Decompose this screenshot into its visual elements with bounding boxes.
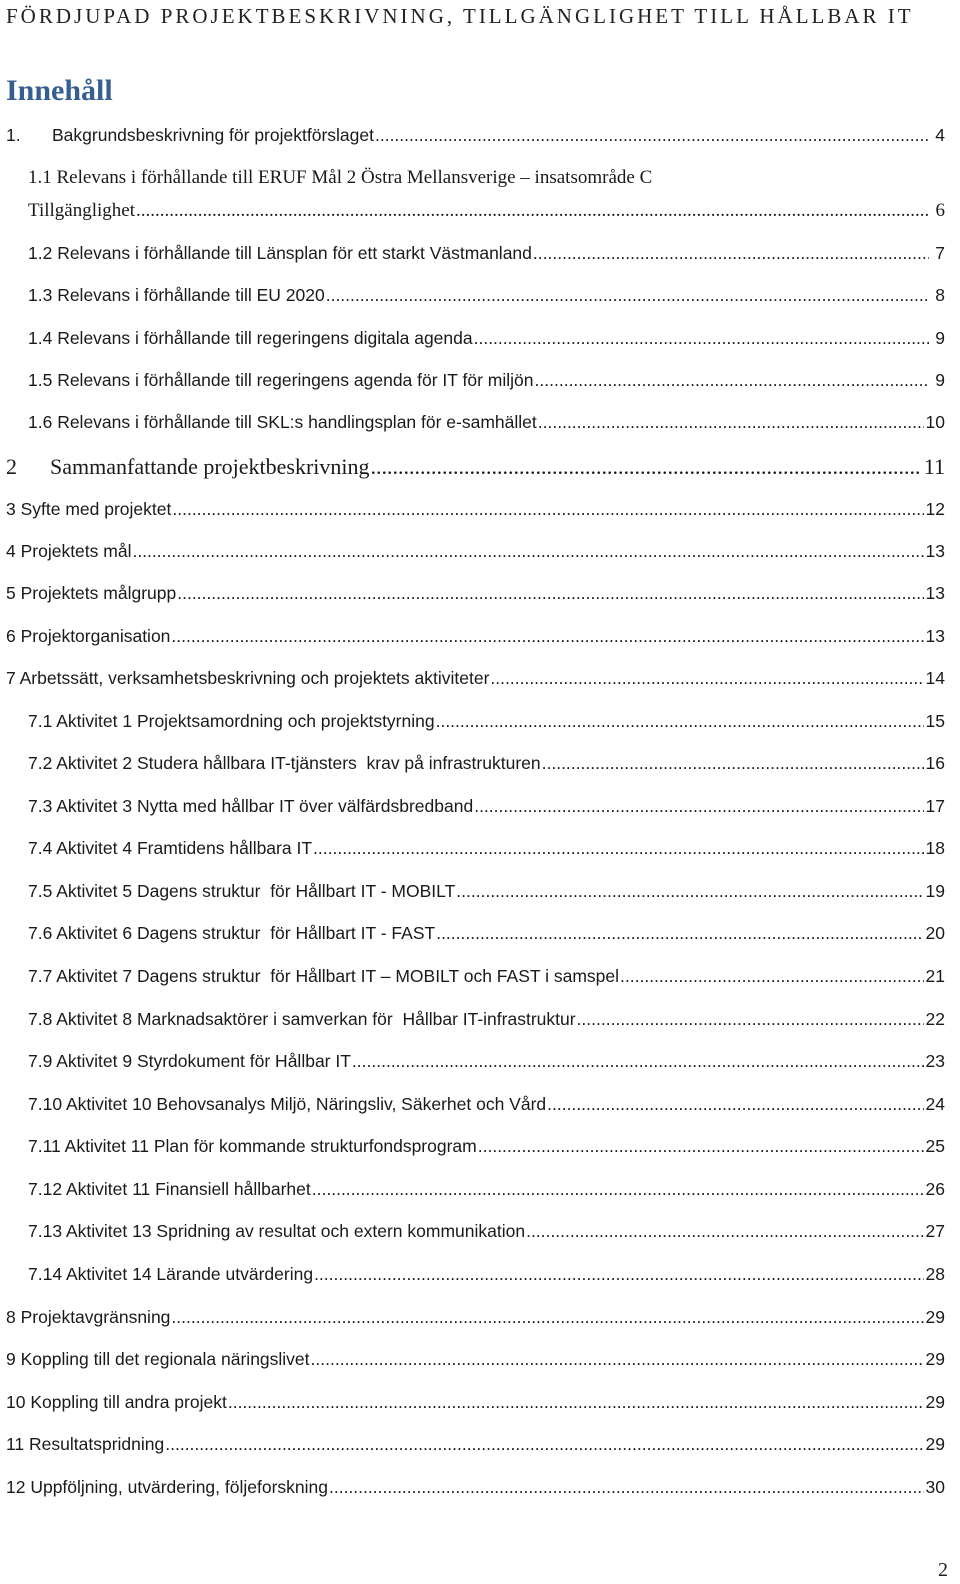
dot-leader: [535, 369, 929, 391]
toc-entry-8[interactable]: [6, 1294, 945, 1328]
dot-leader: [311, 1348, 924, 1370]
toc-entry-title: Bakgrundsbeskrivning för projektförslaget: [52, 125, 374, 145]
dot-leader: [542, 752, 924, 774]
dot-leader: [165, 1433, 923, 1455]
toc-line: [0, 272, 960, 306]
dot-leader: [228, 1391, 924, 1413]
toc-entry-page: 23: [925, 1051, 945, 1071]
toc-line: [0, 953, 960, 987]
toc-entry-2[interactable]: [6, 444, 945, 478]
toc-entry-title: 7.10 Aktivitet 10 Behovsanalys Miljö, Näringsliv, Säkerhet och Vård: [28, 1094, 547, 1114]
toc-entry-title: 6 Projektorganisation: [6, 626, 171, 646]
toc-entry-title: 1.1 Relevans i förhållande till ERUF Mål 2 Östra Mellansverige – insatsområde C: [28, 167, 653, 188]
toc-entry-7[interactable]: [6, 655, 945, 689]
toc-entry-page: 29: [925, 1434, 945, 1454]
toc-entry-7-5[interactable]: [28, 868, 945, 902]
toc-line: [0, 1294, 960, 1328]
toc-line: [0, 1379, 960, 1413]
toc-entry-title: 7 Arbetssätt, verksamhetsbeskrivning och projektets aktiviteter: [6, 668, 490, 688]
toc-line: [0, 655, 960, 689]
toc-entry-page: 14: [925, 668, 945, 688]
toc-line: [0, 188, 960, 222]
toc-entry-page: 20: [925, 923, 945, 943]
dot-leader: [474, 327, 929, 349]
toc-entry-page: 17: [925, 796, 945, 816]
toc-line: [0, 1464, 960, 1498]
dot-leader: [474, 795, 923, 817]
toc-entry-7-12[interactable]: [28, 1166, 945, 1200]
dot-leader: [313, 837, 924, 859]
toc-entry-page: 22: [925, 1009, 945, 1029]
toc-entry-page: 26: [925, 1179, 945, 1199]
dot-leader: [478, 1135, 924, 1157]
toc-line: [0, 740, 960, 774]
toc-entry-title: 7.11 Aktivitet 11 Plan för kommande strukturfondsprogram: [28, 1136, 477, 1156]
toc-entry-page: 29: [925, 1392, 945, 1412]
toc-entry-title: 7.8 Aktivitet 8 Marknadsaktörer i samverkan för Hållbar IT-infrastruktur: [28, 1009, 576, 1029]
toc-entry-title: 7.6 Aktivitet 6 Dagens struktur för Hållbart IT - FAST: [28, 923, 436, 943]
toc-entry-page: 29: [925, 1307, 945, 1327]
dot-leader: [352, 1050, 924, 1072]
toc-entry-page: 25: [925, 1136, 945, 1156]
toc-entry-page: 9: [935, 328, 945, 348]
toc-line: [0, 613, 960, 647]
toc-title: Innehåll: [6, 74, 113, 107]
toc-entry-number: 1.: [6, 125, 21, 145]
toc-entry-page: 28: [925, 1264, 945, 1284]
toc-line: [0, 444, 960, 478]
dot-leader: [329, 1476, 924, 1498]
dot-leader: [171, 625, 923, 647]
toc-entry-title: 10 Koppling till andra projekt: [6, 1392, 227, 1412]
toc-entry-title: 11 Resultatspridning: [6, 1434, 165, 1454]
toc-entry-page: 4: [935, 125, 945, 145]
toc-entry-1-5[interactable]: [28, 357, 945, 391]
toc-line: [0, 1421, 960, 1455]
toc-entry-7-11[interactable]: [28, 1123, 945, 1157]
toc-entry-title: 3 Syfte med projektet: [6, 499, 172, 519]
toc-entry-page: 16: [925, 753, 945, 773]
toc-entry-1-1-continued[interactable]: [28, 188, 945, 222]
dot-leader: [132, 540, 923, 562]
toc-entry-page: 24: [925, 1094, 945, 1114]
toc-line: [0, 996, 960, 1030]
toc-entry-1-1[interactable]: [28, 155, 652, 189]
toc-line: [0, 1251, 960, 1285]
toc-entry-page: 6: [935, 200, 945, 221]
toc-entry-title: 5 Projektets målgrupp: [6, 583, 177, 603]
toc-entry-page: 13: [925, 541, 945, 561]
toc-line: [0, 825, 960, 859]
toc-entry-title: 7.14 Aktivitet 14 Lärande utvärdering: [28, 1264, 314, 1284]
dot-leader: [136, 200, 929, 222]
toc-entry-title: 1.2 Relevans i förhållande till Länsplan för ett starkt Västmanland: [28, 243, 532, 263]
toc-entry-title: 1.4 Relevans i förhållande till regeringens digitala agenda: [28, 328, 473, 348]
dot-leader: [577, 1008, 924, 1030]
toc-entry-page: 15: [925, 711, 945, 731]
toc-entry-11[interactable]: [6, 1421, 945, 1455]
toc-entry-title: 12 Uppföljning, utvärdering, följeforskning: [6, 1477, 328, 1497]
toc-entry-title: Sammanfattande projektbeskrivning: [50, 454, 370, 479]
toc-entry-title: 4 Projektets mål: [6, 541, 132, 561]
toc-line: [0, 155, 960, 189]
toc-entry-title: 7.4 Aktivitet 4 Framtidens hållbara IT: [28, 838, 313, 858]
toc-entry-page: 13: [925, 626, 945, 646]
dot-leader: [375, 124, 929, 146]
toc-entry-title: 7.1 Aktivitet 1 Projektsamordning och projektstyrning: [28, 711, 435, 731]
toc-entry-1[interactable]: [6, 112, 945, 146]
toc-entry-7-3[interactable]: [28, 783, 945, 817]
toc-entry-title: 1.6 Relevans i förhållande till SKL:s handlingsplan för e-samhället: [28, 412, 537, 432]
toc-entry-7-8[interactable]: [28, 996, 945, 1030]
toc-line: [0, 1038, 960, 1072]
running-header: FÖRDJUPAD PROJEKTBESKRIVNING, TILLGÄNGLIGHET TILL HÅLLBAR IT: [6, 4, 914, 28]
toc-entry-3[interactable]: [6, 486, 945, 520]
toc-entry-7-2[interactable]: [28, 740, 945, 774]
toc-entry-title: Tillgänglighet: [28, 200, 135, 221]
dot-leader: [456, 880, 923, 902]
toc-entry-7-4[interactable]: [28, 825, 945, 859]
toc-line: [0, 357, 960, 391]
toc-entry-title: 7.2 Aktivitet 2 Studera hållbara IT-tjänsters krav på infrastrukturen: [28, 753, 541, 773]
toc-entry-7-7[interactable]: [28, 953, 945, 987]
toc-line: [0, 315, 960, 349]
toc-entry-7-6[interactable]: [28, 910, 945, 944]
toc-line: [0, 1336, 960, 1370]
dot-leader: [538, 411, 924, 433]
toc-line: [0, 528, 960, 562]
toc-entry-title: 8 Projektavgränsning: [6, 1307, 171, 1327]
toc-entry-page: 13: [925, 583, 945, 603]
dot-leader: [312, 1178, 924, 1200]
toc-line: [0, 1123, 960, 1157]
toc-entry-page: 12: [925, 499, 945, 519]
toc-line: [0, 230, 960, 264]
toc-entry-title: 7.12 Aktivitet 11 Finansiell hållbarhet: [28, 1179, 311, 1199]
dot-leader: [172, 498, 923, 520]
toc-line: [0, 868, 960, 902]
toc-entry-page: 29: [925, 1349, 945, 1369]
toc-entry-title: 9 Koppling till det regionala näringslivet: [6, 1349, 310, 1369]
dot-leader: [436, 922, 923, 944]
toc-entry-page: 30: [925, 1477, 945, 1497]
toc-entry-1-6[interactable]: [28, 399, 945, 433]
toc-entry-7-1[interactable]: [28, 698, 945, 732]
toc-entry-page: 8: [935, 285, 945, 305]
toc-entry-page: 21: [925, 966, 945, 986]
toc-entry-title: 1.3 Relevans i förhållande till EU 2020: [28, 285, 325, 305]
toc-entry-page: 19: [925, 881, 945, 901]
toc-line: [0, 486, 960, 520]
toc-entry-1-2[interactable]: [28, 230, 945, 264]
dot-leader: [547, 1093, 923, 1115]
toc-entry-page: 11: [923, 454, 945, 479]
toc-line: [0, 112, 960, 146]
toc-entry-7-14[interactable]: [28, 1251, 945, 1285]
toc-entry-12[interactable]: [6, 1464, 945, 1498]
toc-entry-page: 10: [925, 412, 945, 432]
toc-entry-7-9[interactable]: [28, 1038, 945, 1072]
dot-leader: [314, 1263, 923, 1285]
toc-entry-title: 1.5 Relevans i förhållande till regeringens agenda för IT för miljön: [28, 370, 534, 390]
toc-line: [0, 910, 960, 944]
dot-leader: [533, 242, 929, 264]
toc-entry-title: 7.7 Aktivitet 7 Dagens struktur för Hållbart IT – MOBILT och FAST i samspel: [28, 966, 620, 986]
toc-entry-7-10[interactable]: [28, 1081, 945, 1115]
toc-line: [0, 698, 960, 732]
toc-line: [0, 783, 960, 817]
toc-entry-page: 7: [935, 243, 945, 263]
toc-entry-title: 7.9 Aktivitet 9 Styrdokument för Hållbar IT: [28, 1051, 351, 1071]
toc-entry-page: 27: [925, 1221, 945, 1241]
dot-leader: [177, 582, 923, 604]
dot-leader: [371, 456, 922, 478]
toc-entry-title: 7.5 Aktivitet 5 Dagens struktur för Hållbart IT - MOBILT: [28, 881, 456, 901]
toc-entry-1-3[interactable]: [28, 272, 945, 306]
dot-leader: [490, 667, 923, 689]
toc-entry-4[interactable]: [6, 528, 945, 562]
toc-entry-page: 18: [925, 838, 945, 858]
toc-line: [0, 399, 960, 433]
toc-entry-page: 9: [935, 370, 945, 390]
toc-entry-title: 7.3 Aktivitet 3 Nytta med hållbar IT över välfärdsbredband: [28, 796, 474, 816]
dot-leader: [620, 965, 924, 987]
dot-leader: [326, 284, 929, 306]
dot-leader: [171, 1306, 923, 1328]
toc-line: [0, 1166, 960, 1200]
toc-entry-7-13[interactable]: [28, 1208, 945, 1242]
dot-leader: [526, 1220, 923, 1242]
toc-entry-number: 2: [6, 454, 17, 479]
toc-line: [0, 1208, 960, 1242]
toc-line: [0, 1081, 960, 1115]
toc-entry-1-4[interactable]: [28, 315, 945, 349]
toc-entry-6[interactable]: [6, 613, 945, 647]
toc-entry-5[interactable]: [6, 570, 945, 604]
page-number: 2: [938, 1559, 948, 1581]
toc-entry-10[interactable]: [6, 1379, 945, 1413]
dot-leader: [436, 710, 924, 732]
toc-entry-title: 7.13 Aktivitet 13 Spridning av resultat och extern kommunikation: [28, 1221, 526, 1241]
toc-line: [0, 570, 960, 604]
toc-entry-9[interactable]: [6, 1336, 945, 1370]
